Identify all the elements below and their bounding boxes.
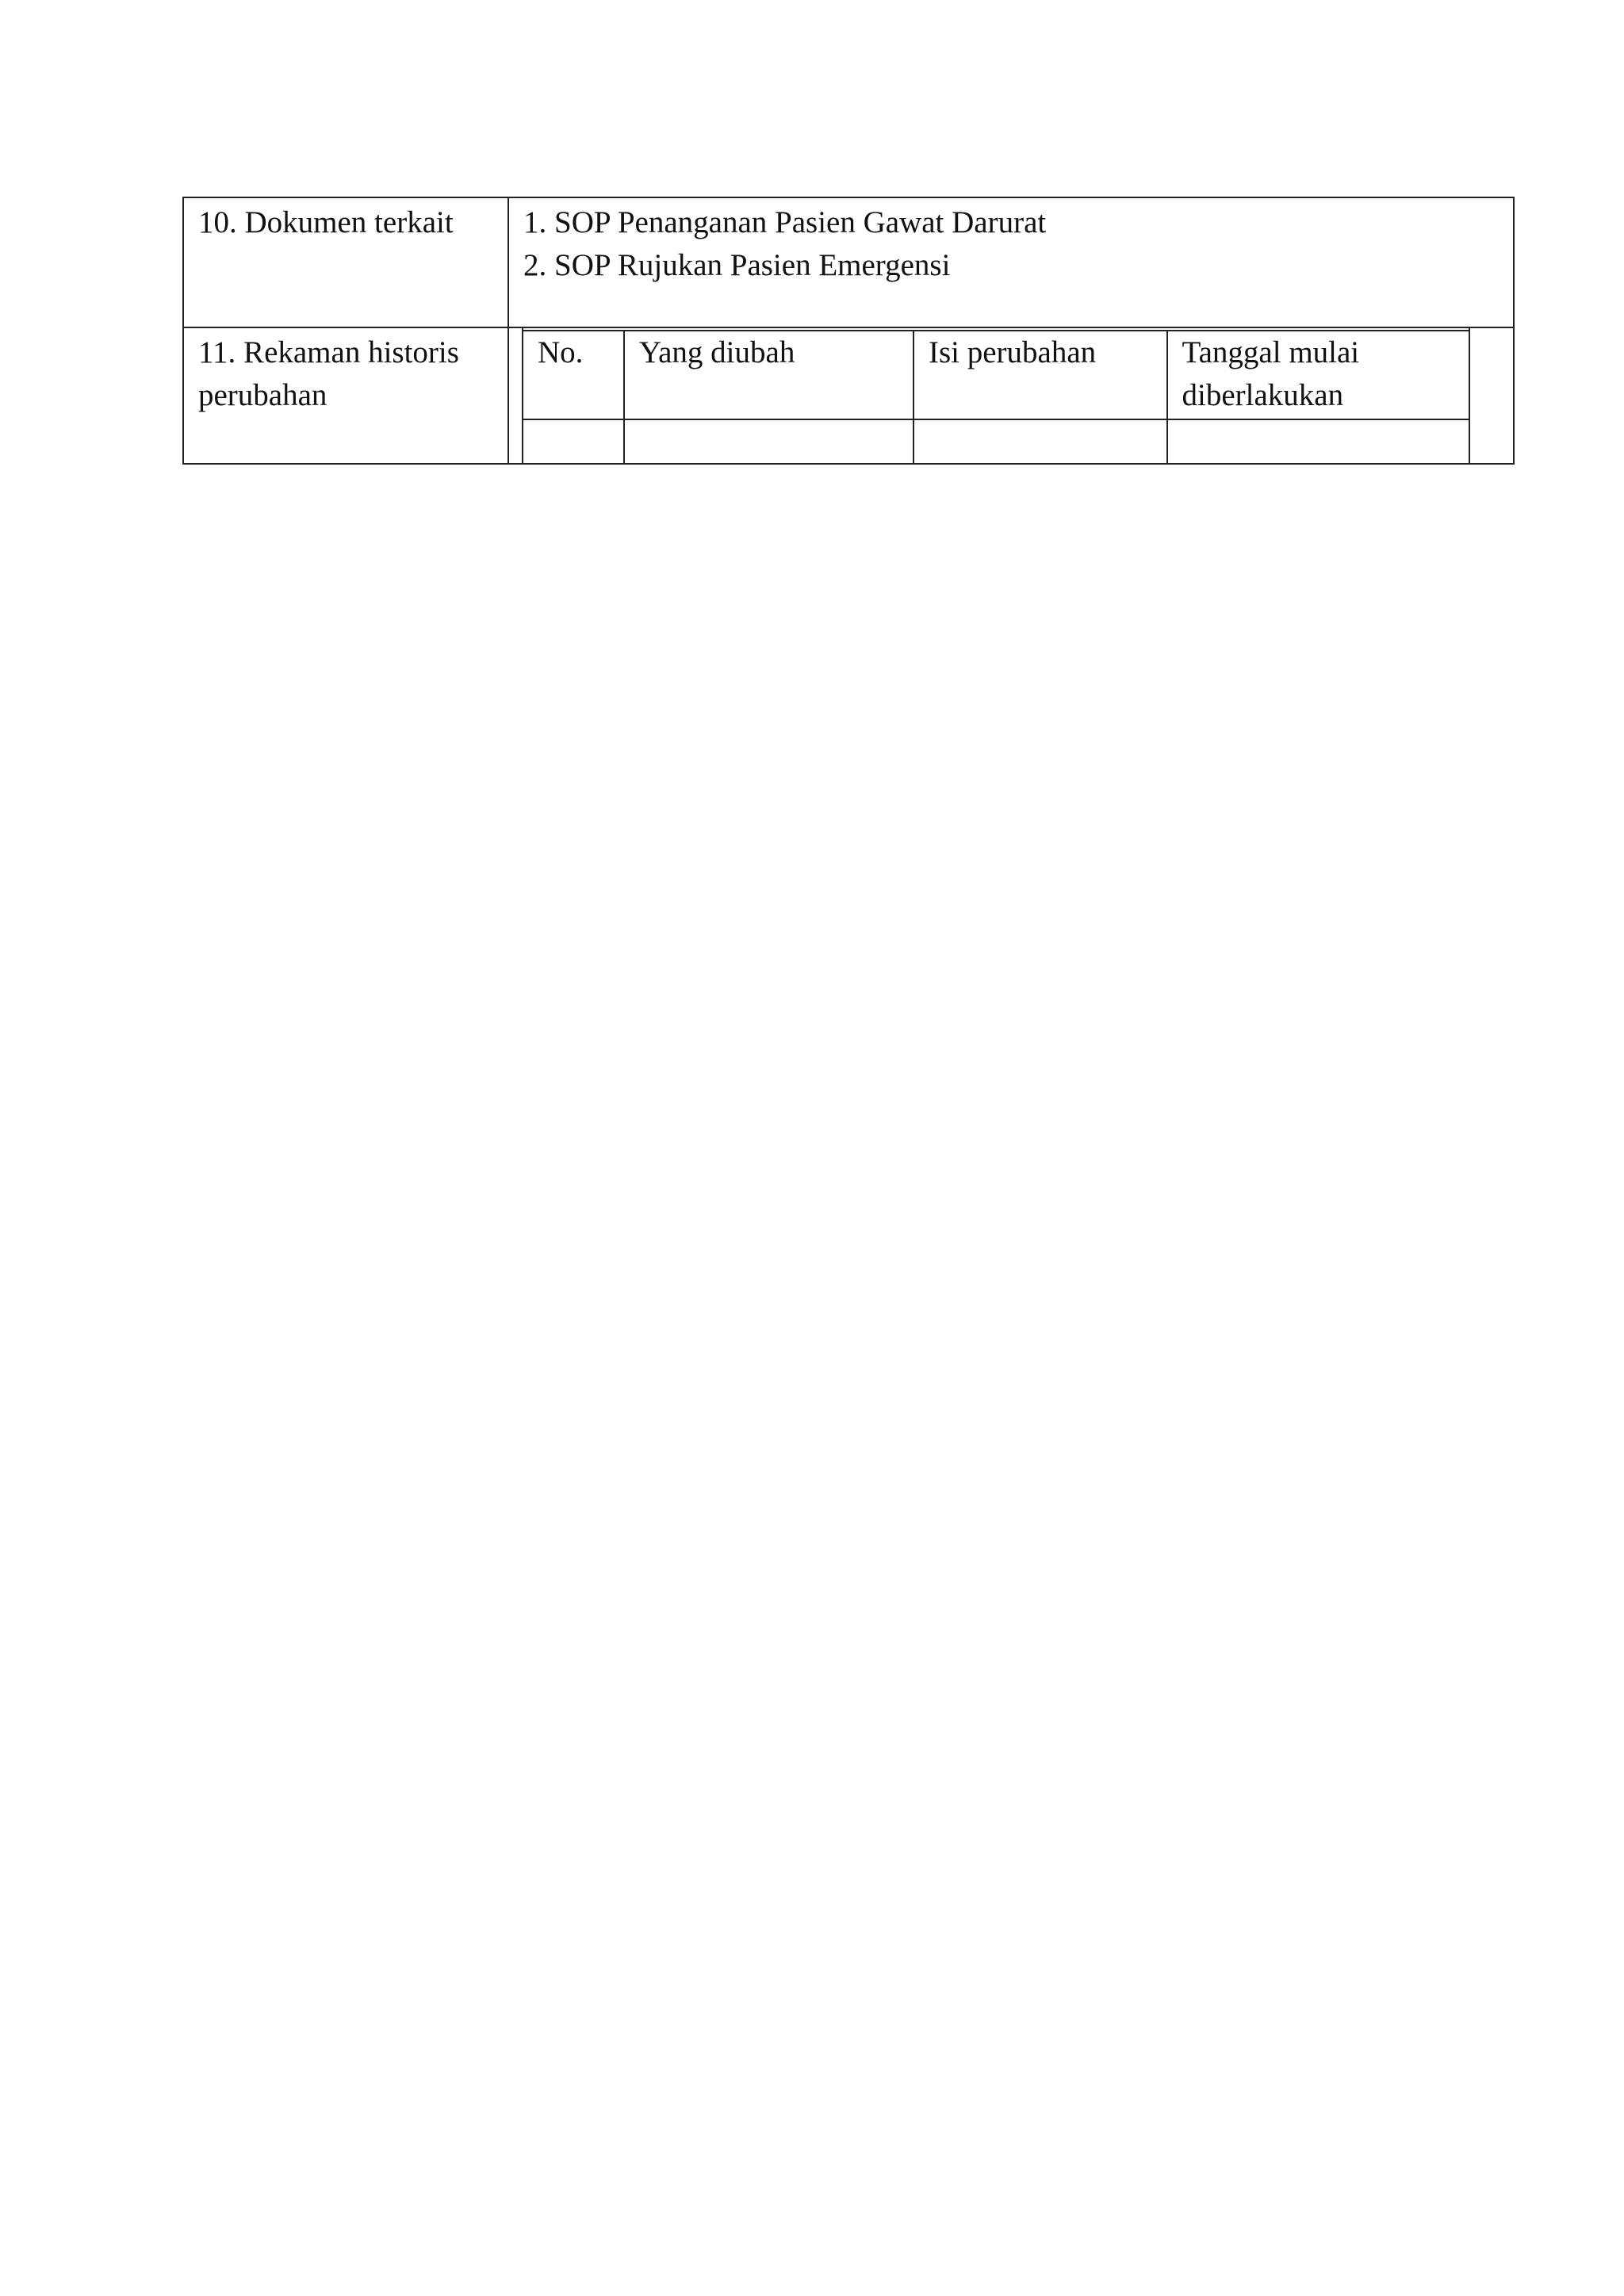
row-change-history (184, 328, 1513, 465)
related-documents-list (523, 201, 1046, 287)
header-changed-item: Yang diubah (624, 331, 914, 419)
cell-changed-item (624, 419, 914, 464)
header-effective-date: Tanggal mulai diberlakukan (1167, 331, 1469, 419)
history-header-row (523, 331, 1469, 419)
row-label-related-documents: 10. Dokumen terkait (198, 205, 454, 239)
cell-change-content (914, 419, 1167, 464)
cell-effective-date (1167, 419, 1469, 464)
change-history-table (522, 330, 1470, 465)
row-related-documents (184, 198, 1513, 328)
related-document-item: 2. SOP Rujukan Pasien Emergensi (523, 248, 951, 282)
header-change-content: Isi perubahan (914, 331, 1167, 419)
sop-table (182, 197, 1515, 465)
column-divider (508, 198, 509, 327)
header-no: No. (523, 331, 624, 419)
table-row (523, 419, 1469, 464)
row-label-change-history: 11. Rekaman historis perubahan (198, 335, 459, 412)
cell-no (523, 419, 624, 464)
related-document-item: 1. SOP Penanganan Pasien Gawat Darurat (523, 205, 1047, 239)
column-divider (508, 328, 509, 465)
